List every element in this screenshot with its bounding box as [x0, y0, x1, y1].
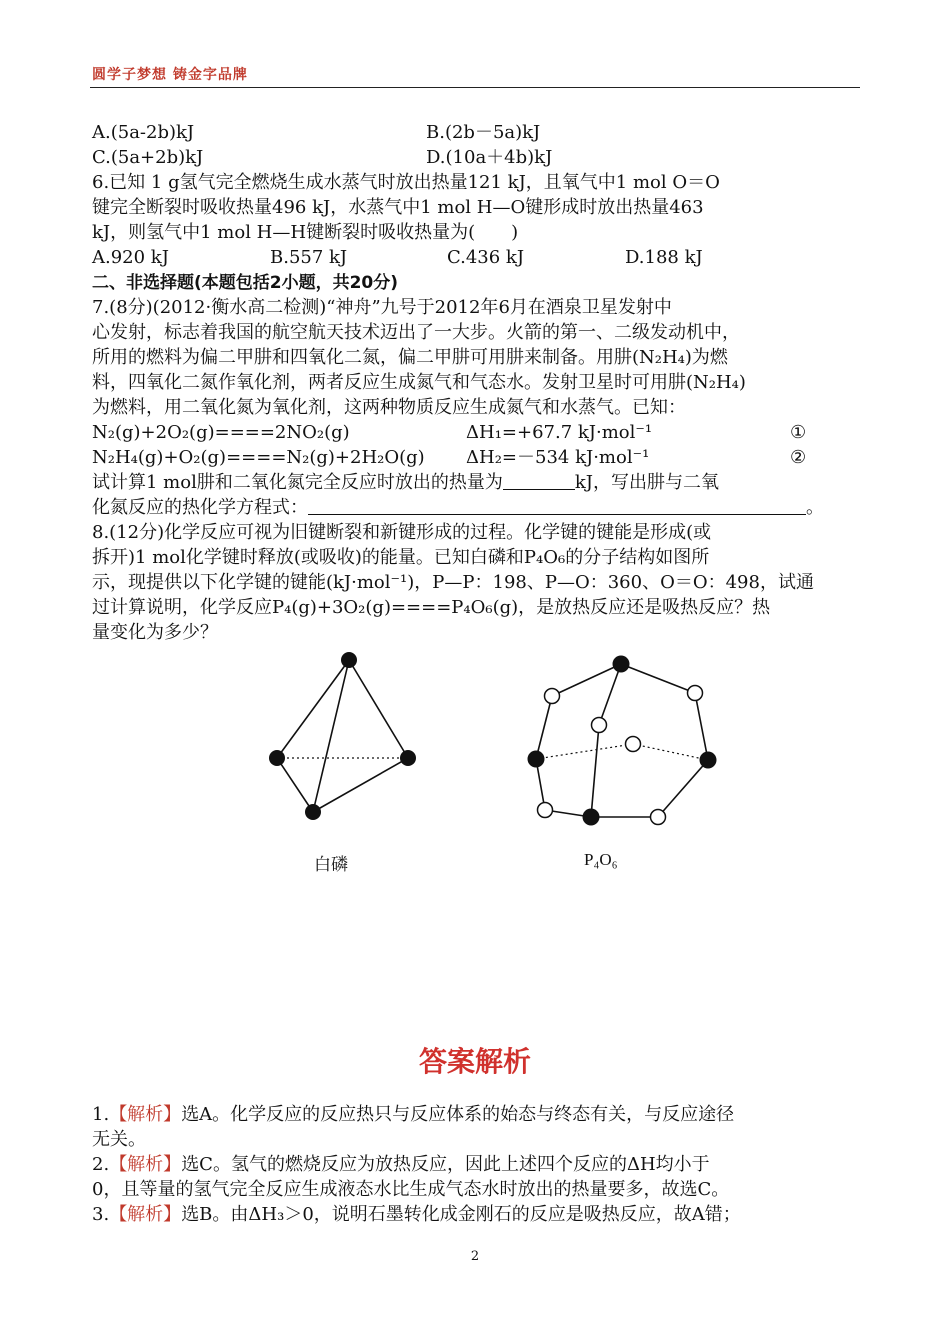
o-atom [688, 686, 703, 701]
q6-option-c: C.436 kJ [447, 247, 525, 268]
q7-equation1: N₂(g)+2O₂(g)====2NO₂(g) [92, 422, 350, 443]
answer2-number: 2. [92, 1154, 110, 1175]
q8-line2: 拆开)1 mol化学键时释放(或吸收)的能量。已知白磷和P₄O₆的分子结构如图所 [92, 547, 710, 568]
q7-line1: 7.(8分)(2012·衡水高二检测)“神舟”九号于2012年6月在酒泉卫星发射中 [92, 297, 672, 318]
answer1-line1 [92, 1103, 734, 1127]
answer1-tag: 【解析】 [109, 1104, 182, 1125]
p-atom [613, 656, 630, 673]
q7-answer-blank-equation[interactable] [308, 496, 806, 515]
q7-marker2: ② [790, 447, 807, 468]
q6-line3: kJ，则氢气中1 mol H—H键断裂时吸收热量为( ) [92, 222, 519, 243]
white-phosphorus-diagram [260, 640, 440, 830]
q6-option-d: D.188 kJ [625, 247, 703, 268]
q8-line4: 过计算说明，化学反应P₄(g)+3O₂(g)====P₄O₆(g)，是放热反应还是吸热反应？热 [92, 597, 771, 618]
answer1-line2: 无关。 [92, 1129, 146, 1150]
q7-line3: 所用的燃料为偏二甲肼和四氧化二氮，偏二甲肼可用肼来制备。用肼(N₂H₄)为燃 [92, 347, 728, 368]
option-b-prev: B.(2b－5a)kJ [426, 122, 541, 143]
answer2-line1 [92, 1153, 710, 1177]
p-atom [700, 752, 717, 769]
p-atom [341, 652, 357, 668]
answer2-tag: 【解析】 [109, 1154, 182, 1175]
q8-line3: 示，现提供以下化学键的键能(kJ·mol⁻¹)，P—P：198、P—O：360、O＝O：498，试通 [92, 572, 814, 593]
p-atom [269, 750, 285, 766]
answer3-line1 [92, 1203, 741, 1227]
p4o6-diagram [515, 645, 730, 835]
header-slogan: 圆学子梦想 铸金字品牌 [92, 67, 248, 83]
answer1-text: 选A。化学反应的反应热只与反应体系的始态与终态有关，与反应途径 [181, 1104, 735, 1125]
answer3-tag: 【解析】 [109, 1204, 182, 1225]
q7-line5: 为燃料，用二氧化氮为氧化剂，这两种物质反应生成氮气和水蒸气。已知： [92, 397, 686, 418]
q7-line2: 心发射，标志着我国的航空航天技术迈出了一大步。火箭的第一、二级发动机中， [92, 322, 740, 343]
q7-line8-text-a: 试计算1 mol肼和二氧化氮完全反应时放出的热量为 [92, 472, 503, 493]
q7-enthalpy2: ΔH₂=－534 kJ·mol⁻¹ [466, 447, 650, 468]
o-atom [626, 737, 641, 752]
answer2-text: 选C。氢气的燃烧反应为放热反应，因此上述四个反应的ΔH均小于 [181, 1154, 710, 1175]
p-atom [528, 751, 545, 768]
page-number: 2 [470, 1249, 480, 1264]
p-atom [305, 804, 321, 820]
o-atom [592, 718, 607, 733]
q7-line4: 料，四氧化二氮作氧化剂，两者反应生成氮气和气态水。发射卫星时可用肼(N₂H₄) [92, 372, 746, 393]
o-atom [538, 803, 553, 818]
q7-line9-text-b: 。 [806, 497, 824, 518]
q7-answer-blank-heat[interactable] [503, 471, 575, 490]
answers-title: 答案解析 [418, 1045, 531, 1078]
white-phosphorus-caption: 白磷 [314, 855, 348, 875]
p4o6-caption: P₄O₆ [584, 850, 618, 869]
q6-option-b: B.557 kJ [270, 247, 348, 268]
q7-marker1: ① [790, 422, 807, 443]
p-atom [583, 809, 600, 826]
o-atom [651, 810, 666, 825]
q6-line1: 6.已知 1 g氢气完全燃烧生成水蒸气时放出热量121 kJ，且氧气中1 mol O＝O [92, 172, 720, 193]
answer3-text: 选B。由ΔH₃＞0，说明石墨转化成金刚石的反应是吸热反应，故A错； [181, 1204, 741, 1225]
header-rule [90, 87, 860, 88]
option-a-prev: A.(5a-2b)kJ [92, 122, 195, 143]
answer3-number: 3. [92, 1204, 110, 1225]
option-c-prev: C.(5a+2b)kJ [92, 147, 204, 168]
q8-line1: 8.(12分)化学反应可视为旧键断裂和新键形成的过程。化学键的键能是形成(或 [92, 522, 712, 543]
section2-heading: 二、非选择题(本题包括2小题，共20分) [92, 273, 399, 293]
q7-line8-text-b: kJ，写出肼与二氧 [574, 472, 719, 493]
q7-equation2: N₂H₄(g)+O₂(g)====N₂(g)+2H₂O(g) [92, 447, 425, 468]
q7-line8 [92, 471, 719, 495]
q6-option-a: A.920 kJ [92, 247, 169, 268]
q6-line2: 键完全断裂时吸收热量496 kJ，水蒸气中1 mol H—O键形成时放出热量463 [92, 197, 704, 218]
q7-enthalpy1: ΔH₁=+67.7 kJ·mol⁻¹ [466, 422, 653, 443]
q7-line9-text-a: 化氮反应的热化学方程式： [92, 497, 308, 518]
option-d-prev: D.(10a＋4b)kJ [426, 147, 553, 168]
o-atom [545, 689, 560, 704]
q8-line5: 量变化为多少？ [92, 622, 218, 643]
answer1-number: 1. [92, 1104, 110, 1125]
answer2-line2: 0，且等量的氢气完全反应生成液态水比生成气态水时放出的热量要多，故选C。 [92, 1179, 730, 1200]
q7-line9 [92, 496, 824, 520]
p-atom [400, 750, 416, 766]
